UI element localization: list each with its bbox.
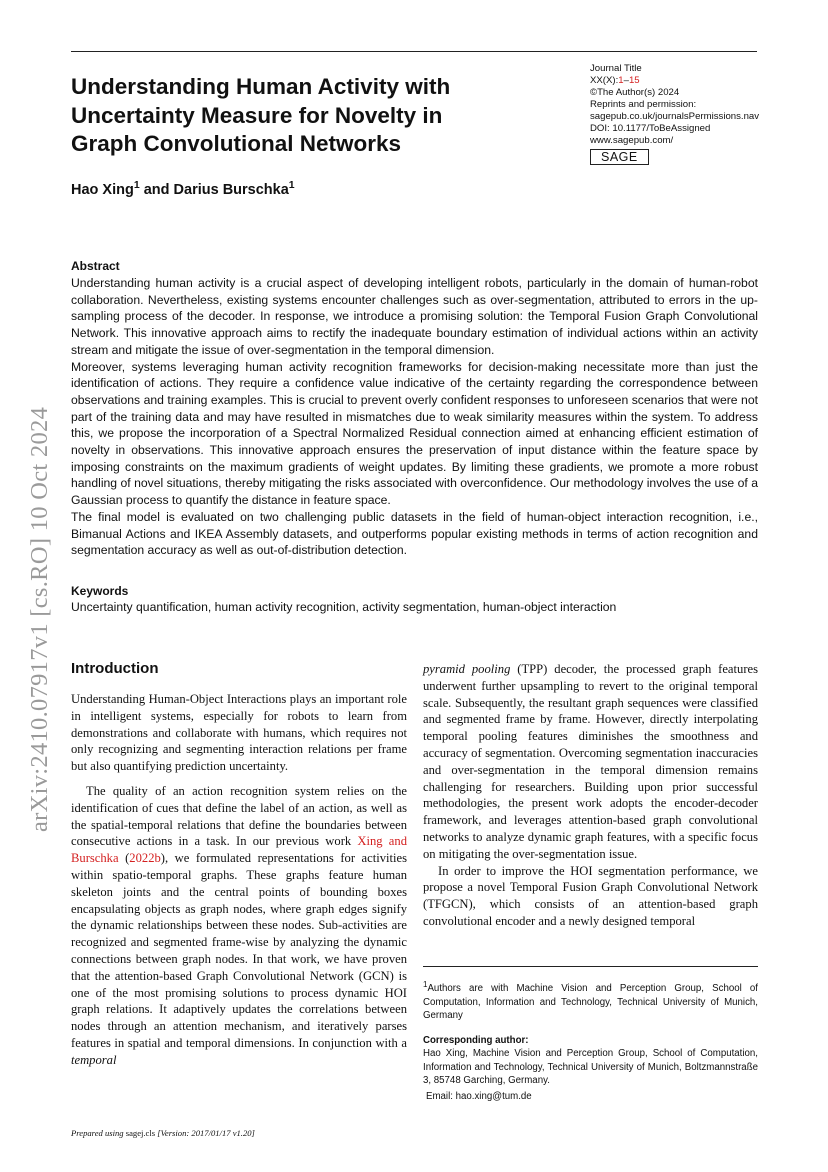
corresponding-author-address: Hao Xing, Machine Vision and Perception Group, School of Computation, Information and Technology, Technical University of Munich, Boltzmannstraße 3, 85748 Garching, Germany.	[423, 1048, 758, 1086]
journal-doi: DOI: 10.1177/ToBeAssigned	[590, 123, 711, 134]
affiliation-footnote: $^1$Authors are with Machine Vision and Perception Group, School of Computation, Information and Technology, Technical University of Munich, Germany	[423, 980, 758, 1022]
journal-copyright: ©The Author(s) 2024	[590, 87, 680, 98]
journal-info	[590, 63, 760, 165]
title-line: Graph Convolutional Networks	[71, 131, 402, 156]
keywords-heading: Keywords	[71, 584, 129, 598]
corresponding-author-heading: Corresponding author:	[423, 1035, 529, 1046]
title-line: Uncertainty Measure for Novelty in	[71, 102, 443, 128]
page-footer: Prepared using sagej.cls [Version: 2017/01/17 v1.20]	[71, 1128, 255, 1138]
body-paragraph: In order to improve the HOI segmentation performance, we propose a novel Temporal Fusion Graph Convolutional Network (TFGCN), which consists of an attention-based graph convolutional encoder and a newly designed temporal	[423, 863, 758, 928]
body-paragraph: Understanding Human-Object Interactions plays an important role in intelligent systems, especially for robots to learn from demonstrations and collaborate with humans, which requires not only recognizing and segmenting interaction relations per frame but also quantifying prediction uncertainty.	[71, 692, 407, 774]
citation-year-link[interactable]: 2022b	[129, 851, 161, 866]
paper-title	[71, 73, 541, 159]
journal-title: Journal Title	[590, 63, 642, 74]
sage-logo: SAGE	[590, 149, 649, 165]
keywords-text: Uncertainty quantification, human activity recognition, activity segmentation, human-object interaction	[71, 600, 617, 614]
affiliation-mark: 1	[288, 179, 295, 191]
body-paragraph: The quality of an action recognition system relies on the identification of cues that define the label of an action, as well as the spatial-temporal relations that define the boundaries between consecutive actions in a task. In our previous work Xing and Burschka (2022b), we formulated representations for activities within spatio-temporal graphs. These graphs feature human skeleton joints and the central points of bounding boxes encapsulating objects as graph nodes, where graph edges signify the dynamic relationships between these nodes. Sub-activities are recognized and segmented frame-wise by analyzing the dynamic connections between graph nodes. In that work, we have proven that the attention-based Graph Convolutional Network (GCN) is one of the most promising solutions to process dynamic HOI graph relations. It adaptively updates the correlations between nodes through an attention mechanism, and iteratively parses features in spatial and temporal dimensions. In conjunction with a temporal	[71, 783, 407, 1067]
abstract-heading: Abstract	[71, 259, 120, 273]
body-paragraph: pyramid pooling (TPP) decoder, the processed graph features underwent further upsampling to revert to the original temporal scale. Subsequently, the resultant graph sequences were classified and segmented frame by frame. However, directly interpolating temporal pooling features diminishes the smoothness and accuracy of segmentation. Overcoming segmentation inaccuracies and over-segmentation in the temporal dimension remains challenging for researchers. Building upon prior successful methodologies, the present work adopts the encoder-decoder framework, and leverages attention-based graph convolutional networks to analyze dynamic graph features, with a specific focus on mitigating the over-segmentation issue.	[423, 662, 759, 861]
abstract-paragraph: The final model is evaluated on two challenging public datasets in the field of human-object interaction recognition, i.e., Bimanual Actions and IKEA Assembly datasets, and outperforms popular existing methods in terms of action recognition and segmentation accuracy as well as out-of-distribution detection.	[71, 509, 758, 558]
affiliation-mark: 1	[133, 179, 140, 191]
left-column	[71, 691, 407, 1069]
abstract-text	[71, 275, 758, 559]
footnote-rule	[423, 966, 758, 967]
journal-reprints: Reprints and permission:	[590, 99, 697, 110]
abstract-paragraph: Understanding human activity is a crucial aspect of developing intelligent robots, particularly in the domain of human-robot collaboration. Nevertheless, existing systems encounter challenges such as over-segmentation, attributed to errors in the up-sampling process of the decoder. In response, we introduce a promising solution: the Temporal Fusion Graph Convolutional Network. This innovative approach aims to rectify the inadequate boundary estimation of individual actions within an activity stream and mitigate the issue of over-segmentation in the temporal dimension.	[71, 276, 758, 357]
page-start-link[interactable]: 1	[618, 75, 624, 86]
permissions-url: sagepub.co.uk/journalsPermissions.nav	[590, 111, 760, 122]
citation-link[interactable]: Xing and Burschka	[71, 834, 407, 866]
top-rule	[71, 51, 757, 52]
footnote-mark: 1	[423, 980, 428, 989]
abstract-paragraph: Moreover, systems leveraging human activity recognition frameworks for decision-making necessitate more than just the identification of actions. They require a confidence value indicative of the certainty regarding the correspondence between observations and training examples. This is crucial to prevent overly confident responses to unforeseen scenarios that were not part of the training data and may have resulted in mismatches due to weak similarity measures within the system. To address this, we propose the incorporation of a Spectral Normalized Residual connection aimed at enhancing efficient estimation of novelty in observations. This innovative approach ensures the preservation of input distance within the feature space by imposing constraints on the maximum gradients of weight updates. By limiting these gradients, we promote a more robust handling of novel situations, thereby mitigating the risks associated with overconfidence. Our methodology involves the use of a Gaussian process to quantify the distance in feature space.	[71, 359, 758, 508]
publisher-website: www.sagepub.com/	[590, 135, 674, 146]
author-name: Darius Burschka	[173, 181, 289, 198]
author-line: Hao Xing$^1$ and Darius Burschka$^1$	[71, 179, 295, 198]
author-name: Hao Xing	[71, 181, 134, 198]
corresponding-author-email: Email: hao.xing@tum.de	[426, 1091, 532, 1102]
introduction-heading: Introduction	[71, 660, 159, 677]
title-line: Understanding Human Activity with	[71, 74, 451, 99]
page-end-link[interactable]: 15	[628, 75, 640, 86]
right-column	[423, 661, 758, 930]
journal-issue: XX(X):1–15	[590, 75, 640, 86]
arxiv-stamp: arXiv:2410.07917v1 [cs.RO] 10 Oct 2024	[26, 406, 53, 832]
